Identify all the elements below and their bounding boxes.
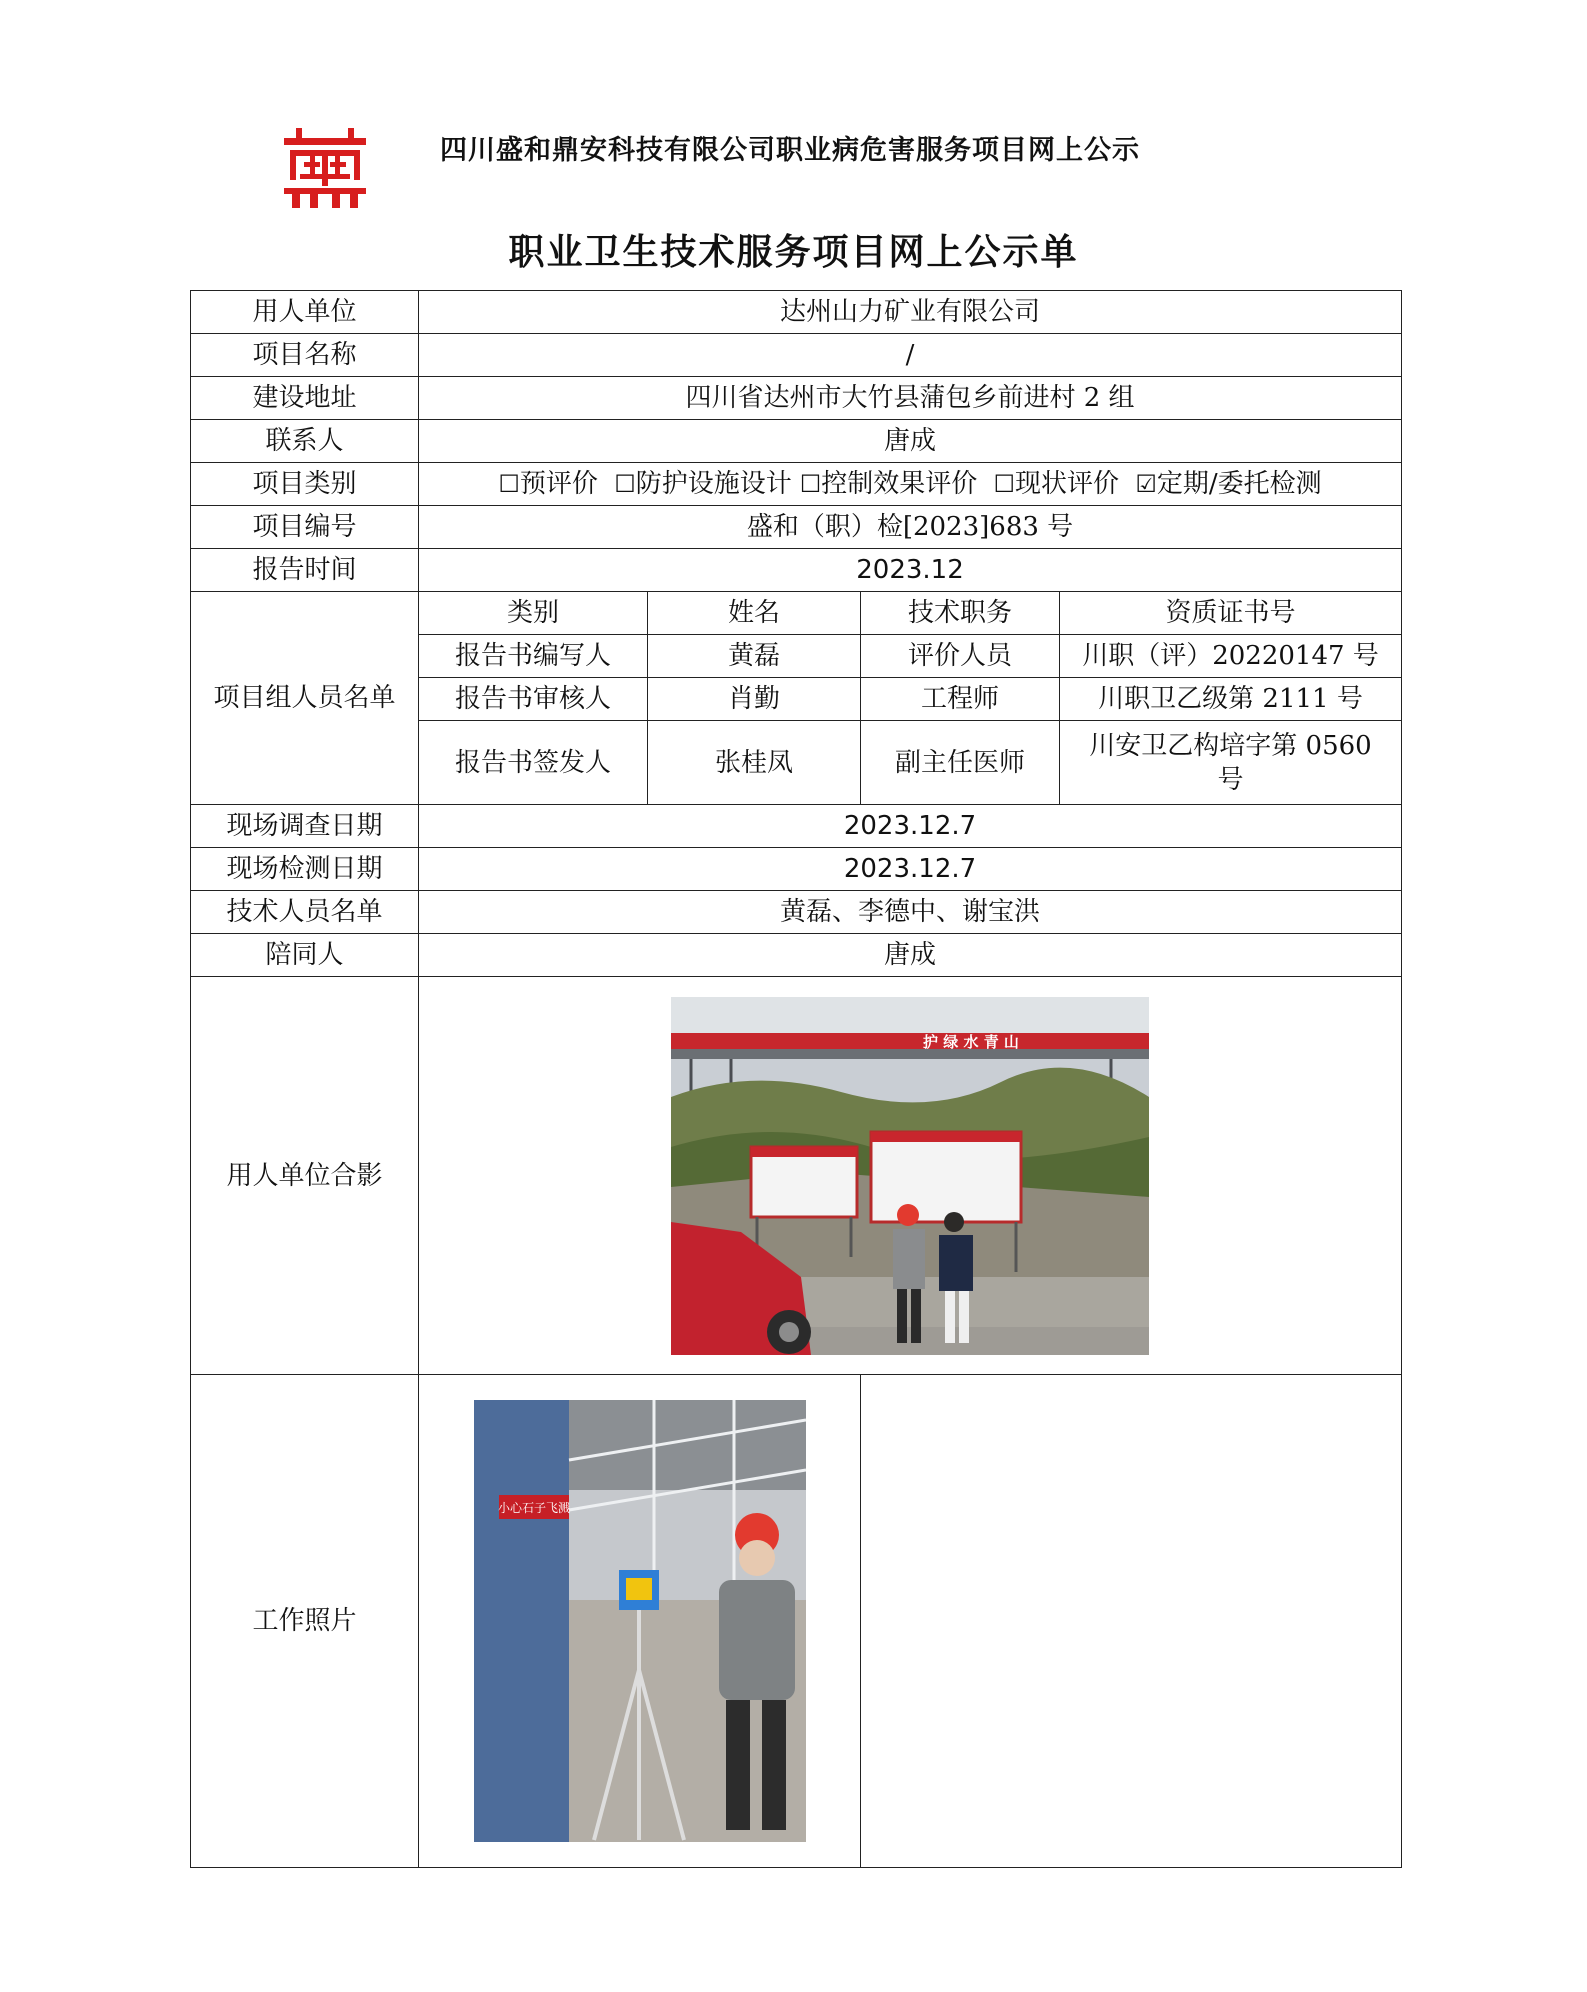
work-photo-cell (419, 1375, 861, 1868)
team-cert: 川安卫乙构培字第 0560 号 (1060, 721, 1402, 805)
value-report-date: 2023.12 (419, 549, 1402, 592)
warning-sign-text: 小心石子飞溅 (497, 1501, 570, 1515)
checkbox-unchecked-icon: ☐ (498, 470, 520, 498)
label-accompany: 陪同人 (191, 934, 419, 977)
row-project-number (191, 506, 1402, 549)
team-title: 评价人员 (861, 635, 1060, 678)
team-name: 张桂凤 (648, 721, 861, 805)
team-cert: 川职卫乙级第 2111 号 (1060, 678, 1402, 721)
row-accompany (191, 934, 1402, 977)
label-employer: 用人单位 (191, 291, 419, 334)
row-project-name (191, 334, 1402, 377)
team-name: 黄磊 (648, 635, 861, 678)
group-photo-image (671, 997, 1149, 1355)
team-title: 副主任医师 (861, 721, 1060, 805)
team-title: 工程师 (861, 678, 1060, 721)
category-option: ☐现状评价 (993, 469, 1120, 499)
company-title: 四川盛和鼎安科技有限公司职业病危害服务项目网上公示 (440, 135, 1140, 166)
value-address: 四川省达州市大竹县蒲包乡前进村 2 组 (419, 377, 1402, 420)
label-report-date: 报告时间 (191, 549, 419, 592)
row-survey-date (191, 805, 1402, 848)
label-survey-date: 现场调查日期 (191, 805, 419, 848)
team-cert: 川职（评）20220147 号 (1060, 635, 1402, 678)
label-project-name: 项目名称 (191, 334, 419, 377)
row-address (191, 377, 1402, 420)
team-role: 报告书审核人 (419, 678, 648, 721)
label-address: 建设地址 (191, 377, 419, 420)
label-category: 项目类别 (191, 463, 419, 506)
team-name: 肖勤 (648, 678, 861, 721)
checkbox-unchecked-icon: ☐ (614, 470, 636, 498)
row-technicians (191, 891, 1402, 934)
value-employer: 达州山力矿业有限公司 (419, 291, 1402, 334)
team-role: 报告书编写人 (419, 635, 648, 678)
team-header-row (191, 592, 1402, 635)
value-test-date: 2023.12.7 (419, 848, 1402, 891)
value-technicians: 黄磊、李德中、谢宝洪 (419, 891, 1402, 934)
category-option: ☐预评价 (498, 469, 598, 499)
label-work-photo: 工作照片 (191, 1375, 419, 1868)
team-header-cell: 类别 (419, 592, 648, 635)
category-option: ☑定期/委托检测 (1135, 469, 1322, 499)
row-group-photo (191, 977, 1402, 1375)
banner-slogan-text: 护 绿 水 青 山 (923, 1032, 1019, 1051)
checkbox-checked-icon: ☑ (1135, 470, 1157, 498)
category-options (419, 463, 1402, 506)
team-header-cell: 资质证书号 (1060, 592, 1402, 635)
row-contact (191, 420, 1402, 463)
checkbox-unchecked-icon: ☐ (993, 470, 1016, 498)
work-photo-image (474, 1400, 806, 1842)
label-contact: 联系人 (191, 420, 419, 463)
row-test-date (191, 848, 1402, 891)
company-logo-icon (284, 128, 366, 208)
team-header-cell: 姓名 (648, 592, 861, 635)
notice-form-table (190, 290, 1402, 1868)
checkbox-unchecked-icon: ☐ (799, 470, 822, 498)
label-technicians: 技术人员名单 (191, 891, 419, 934)
label-test-date: 现场检测日期 (191, 848, 419, 891)
row-employer (191, 291, 1402, 334)
category-option: ☐防护设施设计 (614, 469, 792, 499)
document-title: 职业卫生技术服务项目网上公示单 (508, 231, 1079, 273)
label-project-number: 项目编号 (191, 506, 419, 549)
row-report-date (191, 549, 1402, 592)
team-role: 报告书签发人 (419, 721, 648, 805)
value-project-number: 盛和（职）检[2023]683 号 (419, 506, 1402, 549)
value-accompany: 唐成 (419, 934, 1402, 977)
category-option: ☐控制效果评价 (799, 469, 978, 499)
group-photo-cell (419, 977, 1402, 1375)
label-team: 项目组人员名单 (191, 592, 419, 805)
work-photo-empty-cell (861, 1375, 1402, 1868)
row-work-photo (191, 1375, 1402, 1868)
label-group-photo: 用人单位合影 (191, 977, 419, 1375)
row-category (191, 463, 1402, 506)
value-project-name: / (419, 334, 1402, 377)
value-survey-date: 2023.12.7 (419, 805, 1402, 848)
team-header-cell: 技术职务 (861, 592, 1060, 635)
value-contact: 唐成 (419, 420, 1402, 463)
